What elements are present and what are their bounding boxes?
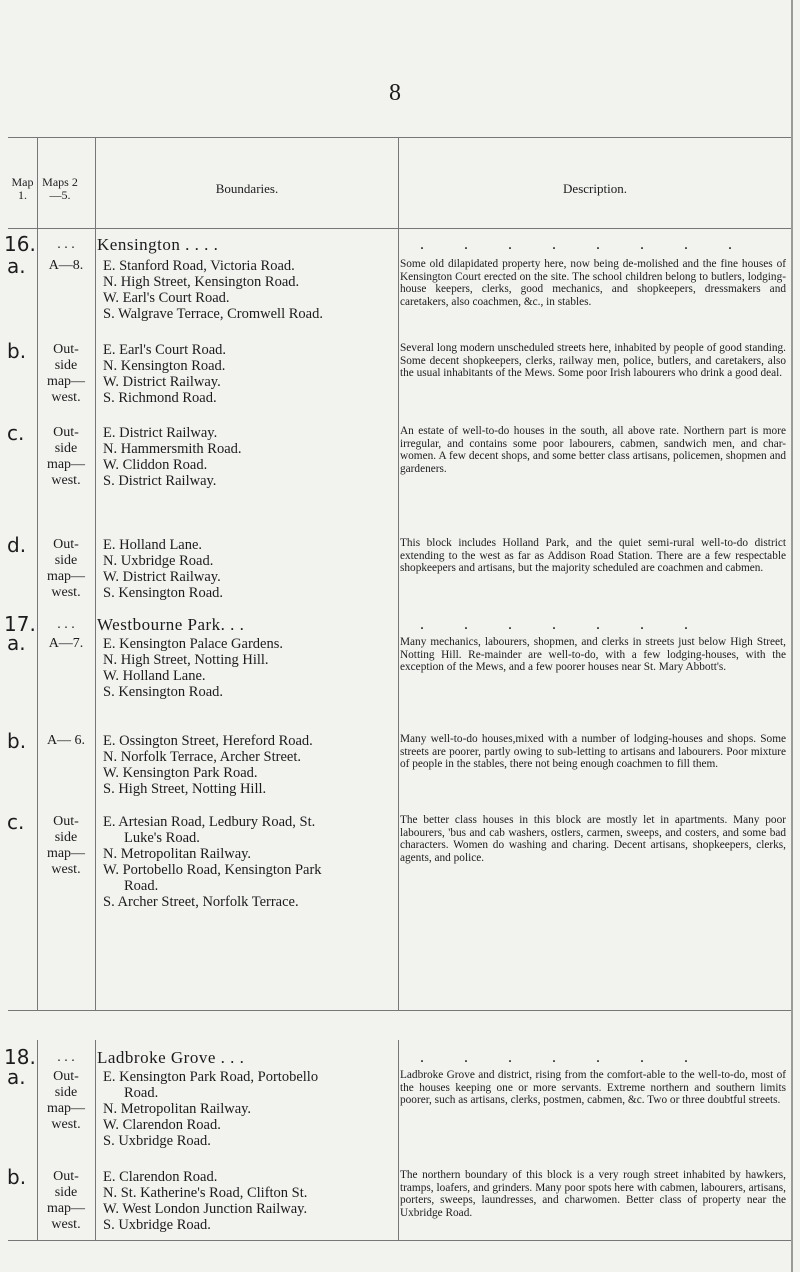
district-title: Ladbroke Grove . . . — [97, 1048, 245, 1067]
col-divider-2 — [95, 137, 96, 1010]
page-number: 8 — [389, 80, 401, 106]
boundary-line: S. Kensington Road. — [103, 585, 224, 601]
section-letter: b. — [7, 339, 27, 363]
boundary-line: E. Kensington Park Road, Portobello — [103, 1069, 319, 1085]
boundary-line: E. Ossington Street, Hereford Road. — [103, 733, 313, 749]
maps-line: map— — [46, 846, 86, 861]
boundary-line: N. High Street, Notting Hill. — [103, 652, 269, 668]
boundary-line: W. Portobello Road, Kensington Park — [103, 862, 322, 878]
description-dots: . . . . . . . — [420, 616, 706, 633]
boundary-line: E. District Railway. — [103, 425, 218, 441]
section-maps — [38, 537, 94, 601]
section-maps — [38, 733, 94, 749]
maps-line: Out- — [53, 537, 79, 552]
boundary-line: E. Clarendon Road. — [103, 1169, 218, 1185]
col-divider-3b — [398, 1040, 399, 1240]
section-maps — [38, 425, 94, 489]
section-letter: b. — [7, 729, 27, 753]
col-divider-3 — [398, 137, 399, 1010]
maps-line: side — [54, 553, 78, 568]
section-letter: a. — [7, 1065, 26, 1089]
maps-line: side — [54, 1185, 78, 1200]
group-maps: . . . — [57, 1050, 75, 1065]
boundary-line: S. District Railway. — [103, 473, 217, 489]
maps-line: Out- — [53, 342, 79, 357]
boundary-line: Road. — [124, 1085, 159, 1101]
section-boundaries — [103, 537, 397, 601]
maps-line: A—7. — [48, 636, 84, 651]
header-rule — [8, 228, 791, 229]
col-divider-1b — [37, 1040, 38, 1240]
group-maps: . . . — [57, 237, 75, 252]
boundary-line: S. Richmond Road. — [103, 390, 217, 406]
group-number: 18. — [4, 1045, 36, 1069]
boundary-line: Luke's Road. — [124, 830, 200, 846]
section-boundaries — [103, 636, 397, 700]
section-maps — [38, 1069, 94, 1133]
section-boundaries — [103, 258, 397, 322]
boundary-line: W. Earl's Court Road. — [103, 290, 230, 306]
section-letter: d. — [7, 533, 27, 557]
section-maps — [38, 814, 94, 878]
maps-line: A—8. — [48, 258, 84, 273]
description-dots: . . . . . . . — [420, 1049, 706, 1066]
maps-line: side — [54, 441, 78, 456]
section-description: The better class houses in this block are mostly let in apartments. Many poor labourers, 'bus and cab washers, ostlers, carmen, sweeps, and costers, and some bad characters. Women do washing and charing. Decent artisans, shopkeepers, clerks, agents, and police. — [400, 814, 786, 864]
section-boundaries — [103, 733, 397, 797]
header-boundaries: Boundaries. — [215, 181, 279, 196]
boundary-line: W. Holland Lane. — [103, 668, 206, 684]
boundary-line: Road. — [124, 878, 159, 894]
section-letter: c. — [7, 421, 25, 445]
section-letter: a. — [7, 254, 26, 278]
section-description: Some old dilapidated property here, now being de-molished and the fine houses of Kensington Court erected on the site. The school children belong to butlers, lodging-house keepers, clerks, good mechanics, and shopkeepers, dressmakers and caretakers, also coachmen, &c., in stables. — [400, 258, 786, 308]
maps-line: side — [54, 358, 78, 373]
boundary-line: S. Kensington Road. — [103, 684, 224, 700]
boundary-line: E. Artesian Road, Ledbury Road, St. — [103, 814, 316, 830]
header-map: Map 1. — [11, 175, 34, 202]
section-description: Several long modern unscheduled streets here, inhabited by people of good standing. Some decent shopkeepers, clerks, railway men, police, butlers, and caretakers, also the usual inhabitants of the Mews. Some poor Irish labourers who drink a good deal. — [400, 342, 786, 380]
section-description: This block includes Holland Park, and the quiet semi-rural well-to-do district extending to the west as far as Addison Road Station. There are a few respectable shopkeepers and artisans, but the majority scheduled are coachmen and cabmen. — [400, 537, 786, 575]
section-maps — [38, 636, 94, 652]
boundary-line: W. Clarendon Road. — [103, 1117, 221, 1133]
boundary-line: W. Cliddon Road. — [103, 457, 208, 473]
section-boundaries — [103, 1069, 397, 1149]
section-description: The northern boundary of this block is a very rough street inhabited by hawkers, tramps, loafers, and grinders. Many poor spots here with cabmen, labourers, artisans, porters, sweeps, laundresses, and charwomen. Better class of property near the Uxbridge Road. — [400, 1169, 786, 1219]
section-maps — [38, 258, 94, 274]
maps-line: map— — [46, 1101, 86, 1116]
boundary-line: N. St. Katherine's Road, Clifton St. — [103, 1185, 308, 1201]
boundary-line: N. Metropolitan Railway. — [103, 846, 252, 862]
maps-line: west. — [51, 862, 81, 877]
maps-line: map— — [46, 569, 86, 584]
group-maps: . . . — [57, 617, 75, 632]
boundary-line: S. Uxbridge Road. — [103, 1217, 211, 1233]
page-edge — [791, 0, 793, 1272]
table-top-rule — [8, 137, 791, 138]
maps-line: Out- — [53, 1169, 79, 1184]
maps-line: map— — [46, 1201, 86, 1216]
boundary-line: E. Holland Lane. — [103, 537, 203, 553]
section-maps — [38, 342, 94, 406]
maps-line: west. — [51, 473, 81, 488]
boundary-line: N. Metropolitan Railway. — [103, 1101, 252, 1117]
section-boundaries — [103, 425, 397, 489]
boundary-line: W. District Railway. — [103, 374, 221, 390]
group-number: 17. — [4, 612, 36, 636]
section-letter: c. — [7, 810, 25, 834]
boundary-line: N. Kensington Road. — [103, 358, 226, 374]
section-description: Ladbroke Grove and district, rising from the comfort-able to the well-to-do, most of the houses keeping one or more servants. Extreme northern and southern limits poorer, such as artisans, clerks, postmen, cabmen, &c. Two or three doubtful streets. — [400, 1069, 786, 1107]
maps-line: Out- — [53, 1069, 79, 1084]
description-dots: . . . . . . . . — [420, 236, 750, 253]
col-divider-2b — [95, 1040, 96, 1240]
boundary-line: W. District Railway. — [103, 569, 221, 585]
maps-line: map— — [46, 374, 86, 389]
boundary-line: W. Kensington Park Road. — [103, 765, 258, 781]
section-letter: b. — [7, 1165, 27, 1189]
maps-line: Out- — [53, 814, 79, 829]
maps-line: map— — [46, 457, 86, 472]
district-title: Kensington . . . . — [97, 235, 219, 254]
district-title: Westbourne Park. . . — [97, 615, 245, 634]
section-letter: a. — [7, 631, 26, 655]
boundary-line: E. Earl's Court Road. — [103, 342, 227, 358]
section-maps — [38, 1169, 94, 1233]
maps-line: A— 6. — [46, 733, 86, 748]
maps-line: Out- — [53, 425, 79, 440]
boundary-line: N. Norfolk Terrace, Archer Street. — [103, 749, 302, 765]
section-boundaries — [103, 342, 397, 406]
section-description: Many mechanics, labourers, shopmen, and clerks in streets just below High Street, Notting Hill. Re-mainder are well-to-do, with a few lodging-houses, with the exception of the Mews, and a few poorer houses near St. Mary Abbott's. — [400, 636, 786, 674]
section-description: Many well-to-do houses,mixed with a number of lodging-houses and shops. Some streets are poorer, partly owing to sub-letting to artisans and labourers. Poor mixture of people in the stables, there not being enough coachmen to fill them. — [400, 733, 786, 771]
maps-line: side — [54, 1085, 78, 1100]
header-description: Description. — [563, 181, 627, 196]
boundary-line: N. Hammersmith Road. — [103, 441, 242, 457]
boundary-line: N. Uxbridge Road. — [103, 553, 214, 569]
boundary-line: S. Uxbridge Road. — [103, 1133, 211, 1149]
boundary-line: W. West London Junction Railway. — [103, 1201, 308, 1217]
boundary-line: N. High Street, Kensington Road. — [103, 274, 300, 290]
header-maps: Maps 2—5. — [42, 175, 78, 202]
maps-line: west. — [51, 1217, 81, 1232]
maps-line: west. — [51, 1117, 81, 1132]
maps-line: west. — [51, 390, 81, 405]
boundary-line: E. Kensington Palace Gardens. — [103, 636, 283, 652]
boundary-line: S. Walgrave Terrace, Cromwell Road. — [103, 306, 323, 322]
section-boundaries — [103, 814, 397, 910]
maps-line: side — [54, 830, 78, 845]
section-boundaries — [103, 1169, 397, 1233]
maps-line: west. — [51, 585, 81, 600]
boundary-line: E. Stanford Road, Victoria Road. — [103, 258, 295, 274]
table-end-rule — [8, 1240, 791, 1241]
table-bottom-rule — [8, 1010, 791, 1011]
section-description: An estate of well-to-do houses in the south, all above rate. Northern part is more irregular, and contains some poor labourers, cabmen, sandwich men, and char-women. A few decent shops, and some better class artisans, policemen, shopmen and gardeners. — [400, 425, 786, 475]
boundary-line: S. High Street, Notting Hill. — [103, 781, 267, 797]
group-number: 16. — [4, 232, 36, 256]
boundary-line: S. Archer Street, Norfolk Terrace. — [103, 894, 299, 910]
